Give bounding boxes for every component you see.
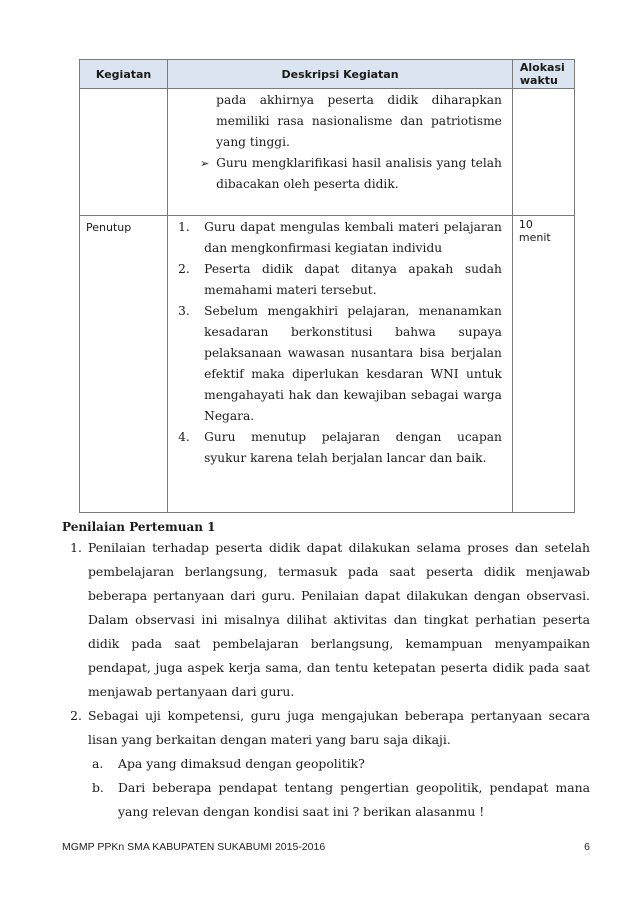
question-item-letter: b. (92, 780, 104, 795)
row1-kegiatan-cell (80, 89, 168, 216)
header-deskripsi: Deskripsi Kegiatan (168, 60, 513, 89)
row2-item-line: Negara. (204, 409, 255, 423)
row1-bullet-line: Guru mengklarifikasi hasil analisis yang telah (216, 156, 502, 170)
question-line: Dari beberapa pendapat tentang pengertian geopolitik, pendapat mana (118, 780, 590, 795)
lesson-activity-table (79, 59, 575, 513)
header-alokasi (512, 60, 574, 89)
row2-item-num: 1. (178, 220, 190, 234)
header-kegiatan: Kegiatan (80, 60, 168, 89)
assessment-line: pembelajaran berlangsung, termasuk pada saat peserta didik menjawab (88, 564, 590, 579)
row2-deskripsi-cell (168, 216, 513, 513)
row2-alokasi-cell (512, 216, 574, 513)
row2-list-item (178, 259, 502, 301)
header-alokasi-line2: waktu (519, 74, 558, 87)
header-alokasi-line1: Alokasi (519, 61, 565, 74)
row2-list-item (178, 217, 502, 259)
assessment-item (62, 704, 590, 752)
question-item-letter: a. (92, 756, 104, 771)
row2-list-item (178, 427, 502, 469)
row2-item-line: syukur karena telah berjalan lancar dan baik. (204, 451, 487, 465)
row2-item-line: pelaksanaan wawasan nusantara bisa berjalan (204, 346, 502, 360)
assessment-line: didik pada saat pembelajaran berlangsung, kemampuan menyampaikan (88, 636, 590, 651)
table-row (80, 216, 575, 513)
row2-alokasi-unit: menit (518, 231, 551, 244)
row2-item-num: 2. (178, 262, 190, 276)
row2-item-line: dan mengkonfirmasi kegiatan individu (204, 241, 443, 255)
table-header-row (80, 60, 575, 89)
assessment-line: Dalam observasi ini misalnya dilihat aktivitas dan tingkat perhatian peserta (88, 612, 590, 627)
row2-item-line: Guru dapat mengulas kembali materi pelajaran (204, 220, 502, 234)
assessment-line: menjawab pertanyaan dari guru. (88, 684, 295, 699)
assessment-list (62, 536, 590, 824)
row2-item-line: mengahayati hak dan kewajiban sebagai warga (204, 388, 502, 402)
page-number: 6 (584, 841, 590, 853)
row2-item-line: Peserta didik dapat ditanya apakah sudah (204, 262, 502, 276)
row1-cont-line: memiliki rasa nasionalisme dan patriotisme (216, 114, 502, 128)
row2-alokasi-value: 10 (518, 218, 533, 231)
row2-item-line: efektif maka diperlukan kesdaran WNI untuk (204, 367, 502, 381)
assessment-item-num: 2. (70, 708, 82, 723)
assessment-line: lisan yang berkaitan dengan materi yang baru saja dikaji. (88, 732, 451, 747)
row2-item-num: 4. (178, 430, 190, 444)
table-row (80, 89, 575, 216)
arrow-bullet-icon: ➢ (200, 157, 210, 170)
row1-cont-line: pada akhirnya peserta didik diharapkan (216, 93, 502, 107)
question-item (88, 752, 590, 776)
row1-bullet-line: dibacakan oleh peserta didik. (216, 177, 399, 191)
row2-kegiatan-cell (80, 216, 168, 513)
assessment-line: Sebagai uji kompetensi, guru juga mengajukan beberapa pertanyaan secara (88, 708, 590, 723)
row2-item-line: memahami materi tersebut. (204, 283, 377, 297)
question-line: yang relevan dengan kondisi saat ini ? berikan alasanmu ! (118, 804, 485, 819)
row2-item-num: 3. (178, 304, 190, 318)
assessment-line: Penilaian terhadap peserta didik dapat dilakukan selama proses dan setelah (88, 540, 590, 555)
row1-cont-line: yang tinggi. (216, 135, 290, 149)
row2-item-line: kesadaran berkonstitusi bahwa supaya (204, 325, 502, 339)
footer-text: MGMP PPKn SMA KABUPATEN SUKABUMI 2015-2016 (62, 841, 326, 853)
assessment-line: beberapa pertanyaan dari guru. Penilaian dapat dilakukan dengan observasi. (88, 588, 590, 603)
row1-alokasi-cell (512, 89, 574, 216)
row2-kegiatan-label: Penutup (86, 221, 132, 234)
assessment-item (62, 536, 590, 704)
row1-deskripsi-cell (168, 89, 513, 216)
question-item (88, 776, 590, 824)
assessment-item-num: 1. (70, 540, 82, 555)
row2-list-item (178, 301, 502, 427)
row2-item-line: Sebelum mengakhiri pelajaran, menanamkan (204, 304, 502, 318)
row2-item-line: Guru menutup pelajaran dengan ucapan (204, 430, 502, 444)
section-title: Penilaian Pertemuan 1 (62, 520, 216, 534)
assessment-line: pendapat, juga aspek kerja sama, dan tentu ketepatan peserta didik pada saat (88, 660, 590, 675)
question-line: Apa yang dimaksud dengan geopolitik? (118, 756, 365, 771)
page-footer (62, 841, 590, 853)
row1-bullet-item (174, 153, 506, 195)
